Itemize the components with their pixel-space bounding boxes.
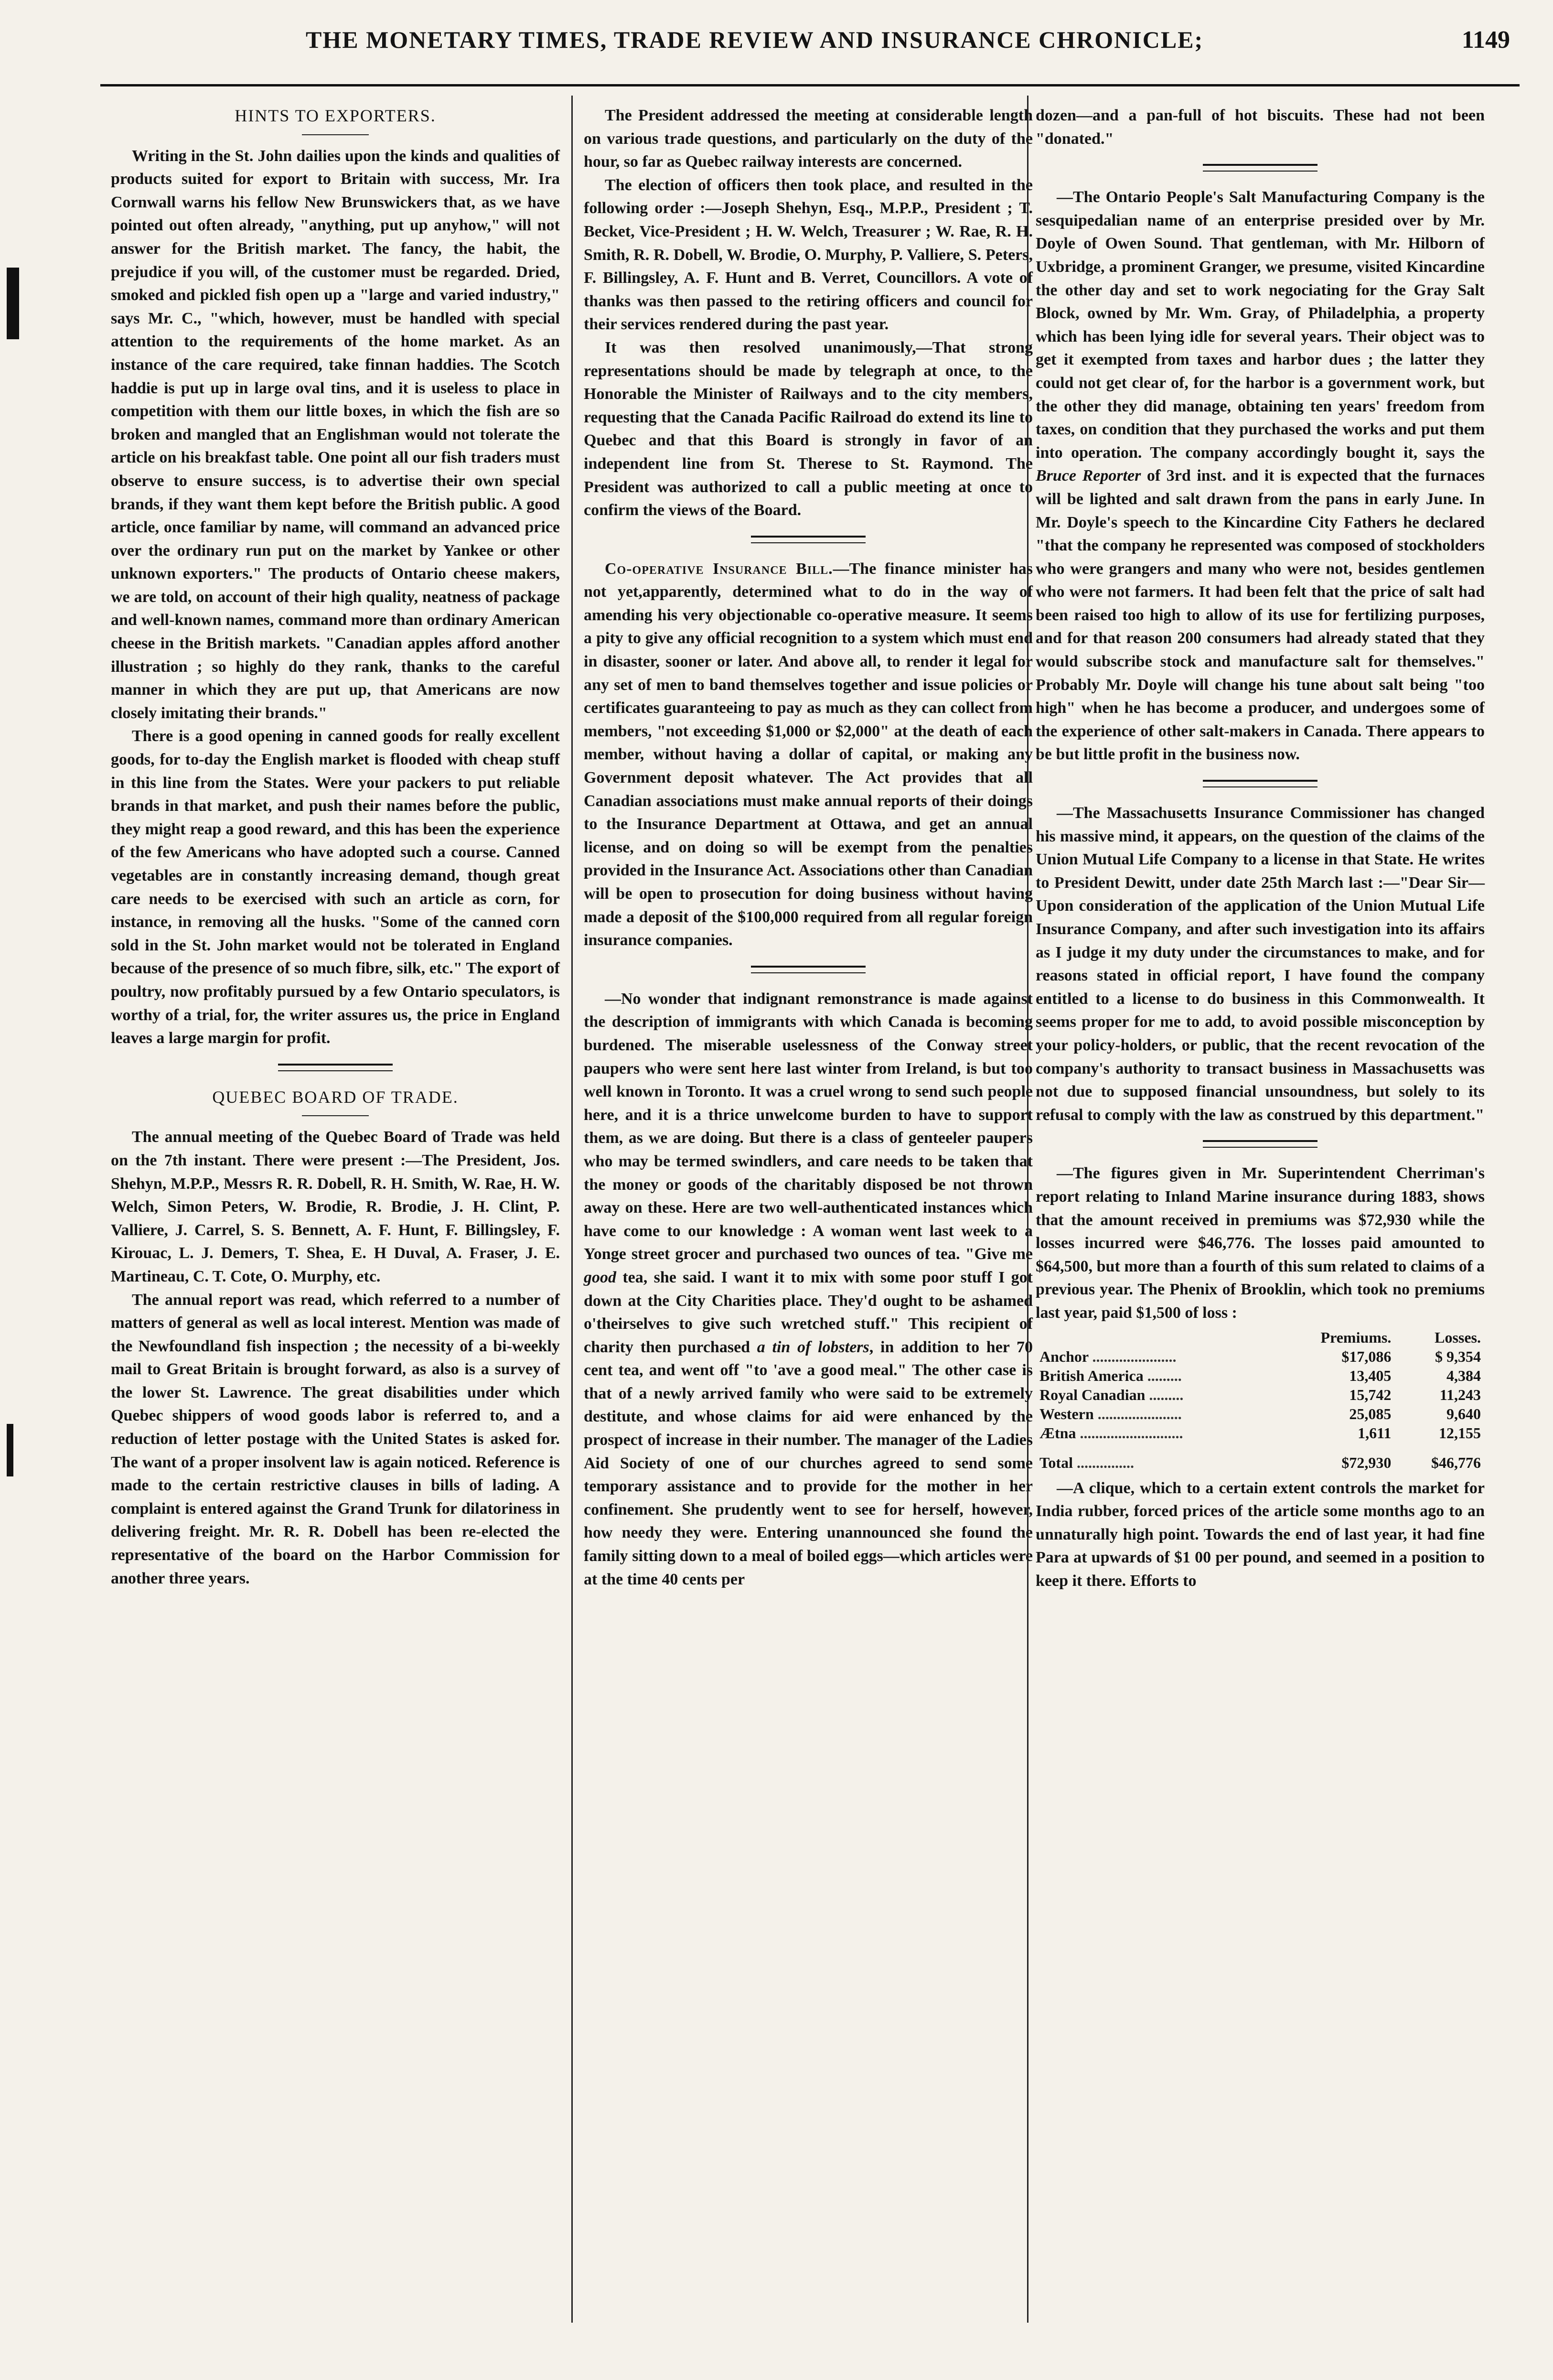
article-paragraph: It was then resolved unanimously,—That strong representations should be made by telegraph at once, to the Honorable the Minister of Railways and to the city members, requesting that the Canada Pacific Railroad do extend its line to Quebec and that this Board is strongly in favor of an independent line from St. Therese to St. Raymond. The President was authorized to call a public meeting at once to confirm the views of the Board. (584, 338, 1033, 519)
table-row (1036, 1423, 1485, 1443)
binding-mark (7, 268, 19, 339)
article-paragraph: —A clique, which to a certain extent controls the market for India rubber, forced prices of the article some months ago to an unnaturally high point. Towards the end of last year, it had fine Para at upwards of $1 00 per pound, and seemed in a position to keep it there. Efforts to (1036, 1479, 1485, 1590)
article-paragraph: There is a good opening in canned goods for really excellent goods, for to-day the English market is flooded with cheap stuff in this line from the States. Were your packers to put reliable brands in that market, and push their names before the public, they might reap a good reward, and this has been the experience of the few Americans who have adopted such a course. Canned vegetables are in constantly increasing demand, though great care needs to be exercised with such an article as corn, for instance, in removing all the husks. "Some of the canned corn sold in the St. John market would not be tolerated in England because of the presence of so much fibre, silk, etc." The export of poultry, now profitably pursued by a few Ontario speculators, is worthy of a trial, for, the writer assures us, the price in England leaves a large margin for profit. (111, 727, 560, 1047)
table-total-row (1036, 1443, 1485, 1472)
article-text: —The Ontario People's Salt Manufacturing Company is the sesquipedalian name of an enterprise presided over by Mr. Doyle of Owen Sound. That gentleman, with Mr. Hilborn of Uxbridge, a prominent Granger, we presume, visited Kincardine the other day and set to work negociating for the Gray Salt Block, owned by Mr. Wm. Gray, of Philadelphia, a property which has been lying idle for several years. Their object was to get it exempted from taxes and harbor dues ; the latter they could not get clear of, for the harbor is a government work, but the other they did manage, obtaining ten years' freedom from taxes, on condition that they purchased the works and put them into operation. The company accordingly bought it, says the (1036, 188, 1485, 462)
article-paragraph: The election of officers then took place, and resulted in the following order :—Joseph Shehyn, Esq., M.P.P., President ; T. Becket, Vice-President ; H. W. Welch, Treasurer ; W. Rae, R. H. Smith, R. R. Dobell, W. Brodie, O. Murphy, P. Valliere, S. Peters, F. Billingsley, A. F. Hunt and B. Verret, Councillors. A vote of thanks was then passed to the retiring officers and council for their services rendered during the past year. (584, 176, 1033, 334)
leader-dots: ......... (1147, 1367, 1182, 1384)
losses-cell: $46,776 (1431, 1454, 1481, 1471)
section-divider (278, 1064, 393, 1071)
premiums-cell: $17,086 (1341, 1347, 1392, 1365)
table-header-premiums: Premiums. (1320, 1328, 1392, 1346)
article-emphasis: a tin of lobsters (757, 1338, 869, 1356)
leader-dots: ........................... (1080, 1424, 1183, 1442)
insurance-table (1036, 1328, 1485, 1472)
table-row (1036, 1366, 1485, 1385)
section-divider (1203, 1140, 1317, 1148)
losses-cell: $ 9,354 (1435, 1347, 1481, 1365)
column-2 (584, 104, 1033, 1591)
column-3 (1036, 104, 1485, 1593)
page-title: THE MONETARY TIMES, TRADE REVIEW AND INSURANCE CHRONICLE; (306, 26, 1204, 53)
article-emphasis: good (584, 1268, 616, 1286)
article-run-in-title: Co-operative Insurance Bill. (605, 560, 833, 578)
column-1 (111, 104, 560, 1590)
insurer-cell (1036, 1385, 1273, 1404)
article-heading: QUEBEC BOARD OF TRADE. (212, 1087, 459, 1107)
insurer-cell (1036, 1423, 1273, 1443)
table-body (1036, 1347, 1485, 1472)
column-divider (571, 96, 573, 2323)
leader-dots: ............... (1076, 1454, 1134, 1471)
insurer-name: Royal Canadian (1039, 1386, 1146, 1403)
article-text: tea, she said. I want it to mix with some poor stuff I got down at the City Charities place. They'd ought to be ashamed o'theirselves to give such wretched stuff." This recipient of charity then purchased (584, 1268, 1033, 1356)
article-text: —The finance minister has not yet,apparently, determined what to do in the way of amending his very objectionable co-operative measure. It seems a pity to give any official recognition to a system which must end in disaster, sooner or later. And above all, to render it legal for any set of men to band themselves together and issue policies or certificates guaranteeing to pay as much as they can collect from members, "not exceeding $1,000 or $2,000" at the death of each member, without having a dollar of capital, or making any Government deposit whatever. The Act provides that all Canadian associations must make annual reports of their doings to the Insurance Department at Ottawa, and get an annual license, and on doing so will be exempt from the penalties provided in the Insurance Act. Associations other than Canadian will be open to prosecution for doing business without having made a deposit of the $100,000 required from all regular foreign insurance companies. (584, 560, 1033, 949)
article-paragraph: The President addressed the meeting at considerable length on various trade questions, and particularly on the duty of the hour, so far as Quebec railway interests are concerned. (584, 107, 1033, 171)
article-heading: HINTS TO EXPORTERS. (235, 106, 436, 125)
losses-cell: 4,384 (1446, 1367, 1481, 1384)
article-paragraph (1036, 186, 1485, 766)
leader-dots: ...................... (1097, 1405, 1182, 1422)
section-divider (1203, 780, 1317, 787)
premiums-cell: 15,742 (1349, 1386, 1392, 1403)
insurer-name: Total (1039, 1454, 1073, 1471)
premiums-cell: 13,405 (1349, 1367, 1392, 1384)
article-paragraph: —The figures given in Mr. Superintendent Cherriman's report relating to Inland Marine insurance during 1883, shows that the amount received in premiums was $72,930 while the losses incurred were $46,776. The losses paid amounted to $64,500, but more than a fourth of this sum related to claims of a previous year. The Phenix of Brooklin, which took no premiums last year, paid $1,500 of loss : (1036, 1164, 1485, 1322)
insurer-name: Western (1039, 1405, 1094, 1422)
table-row (1036, 1347, 1485, 1366)
insurer-name: Anchor (1039, 1347, 1089, 1365)
binding-mark (7, 1424, 13, 1476)
section-divider (751, 536, 866, 543)
losses-cell: 9,640 (1446, 1405, 1481, 1422)
insurer-cell (1036, 1347, 1273, 1366)
premiums-cell: $72,930 (1341, 1454, 1392, 1471)
article-paragraph (584, 988, 1033, 1591)
premiums-cell: 1,611 (1358, 1424, 1392, 1442)
insurer-cell (1036, 1443, 1273, 1472)
article-emphasis: Bruce Reporter (1036, 467, 1141, 485)
insurer-name: British America (1039, 1367, 1144, 1384)
table-header-blank (1036, 1328, 1273, 1347)
article-paragraph: The annual meeting of the Quebec Board of Trade was held on the 7th instant. There were present :—The President, Jos. Shehyn, M.P.P., Messrs R. R. Dobell, R. H. Smith, W. Rae, H. W. Welch, Simon Peters, W. Brodie, R. Brodie, J. H. Clint, P. Valliere, J. Carrel, S. S. Bennett, A. F. Hunt, F. Billingsley, F. Kirouac, L. J. Demers, T. Shea, E. H Duval, A. Fraser, J. E. Martineau, C. T. Cote, O. Murphy, etc. (111, 1128, 560, 1285)
heading-rule (302, 1115, 369, 1116)
article-text: of 3rd inst. and it is expected that the furnaces will be lighted and salt drawn from the pans in early June. In Mr. Doyle's speech to the Kincardine City Fathers he declared "that the company he represented was composed of stockholders who were grangers and many who were not, besides gentlemen who were not farmers. It had been felt that the price of salt had been raised too high to allow of its use for fertilizing purposes, and for that reason 200 consumers had already stated that they would subscribe stock and manufacture salt for themselves." Probably Mr. Doyle will change his tune about salt being "too high" when he has become a producer, and undergoes some of the experience of other salt-makers in Canada. There appears to be but little profit in the business now. (1036, 467, 1485, 764)
insurer-name: Ætna (1039, 1424, 1076, 1442)
article-text: —No wonder that indignant remonstrance is made against the description of immigrants with which Canada is becoming burdened. The miserable uselessness of the Conway street paupers who were sent here last winter from Ireland, is but too well known in Toronto. It was a cruel wrong to send such people here, and it is a thrice unwelcome burden to have to support them, as we are doing. But there is a class of genteeler paupers who may be termed swindlers, and care needs to be taken that the money or goods of the charitably disposed be not thrown away on these. Here are two well-authenticated instances which have come to our knowledge : A woman went last week to a Yonge street grocer and purchased two ounces of tea. "Give me (584, 990, 1033, 1263)
leader-dots: ......... (1149, 1386, 1184, 1403)
table-row (1036, 1385, 1485, 1404)
page-number: 1149 (1461, 26, 1510, 54)
header-rule (100, 84, 1520, 86)
losses-cell: 11,243 (1439, 1386, 1481, 1403)
section-divider (751, 966, 866, 973)
article-paragraph: Writing in the St. John dailies upon the kinds and qualities of products suited for export to Britain with success, Mr. Ira Cornwall warns his fellow New Brunswickers that, as we have pointed out often already, "anything, put up anyhow," will not answer for the British market. The fancy, the habit, the prejudice if you will, of the customer must be regarded. Dried, smoked and pickled fish open up a "large and varied industry," says Mr. C., "which, however, must be handled with special attention to the requirements of the home market. As an instance of the care required, take finnan haddies. The Scotch haddie is put up in large oval tins, and it is useless to place in competition with them our little boxes, in which the fish are so broken and mangled that an Englishman would not tolerate the article on his breakfast table. One point all our fish traders must observe to ensure success, is to advertise their own special brands, if they want them kept before the British public. A good article, once familiar by name, will command an advanced price over the ordinary run put on the market by Yankee or other unknown exporters." The products of Ontario cheese makers, we are told, on account of their high quality, neatness of package and well-known names, command more than ordinary American cheese in the British markets. "Canadian apples afford another illustration ; so highly do they rank, thanks to the careful manner in which they are put up, that Americans are now closely imitating their brands." (111, 147, 560, 722)
leader-dots: ...................... (1092, 1347, 1177, 1365)
heading-rule (302, 134, 369, 135)
table-header-row (1036, 1328, 1485, 1347)
article-text: , in addition to her 70 cent tea, and went off "to 'ave a good meal." The other case is that of a newly arrived family who were said to be extremely destitute, and whose claims for aid were enhanced by the prospect of increase in their number. The manager of the Ladies Aid Society of one of our churches agreed to send some temporary assistance and to provide for the mother in her confinement. She prudently went to see for herself, however, how needy they were. Entering unannounced she found the family sitting down to a meal of boiled eggs—which articles were at the time 40 cents per (584, 1338, 1033, 1588)
table-header-losses: Losses. (1435, 1328, 1481, 1346)
premiums-cell: 25,085 (1349, 1405, 1392, 1422)
table-row (1036, 1404, 1485, 1423)
insurer-cell (1036, 1404, 1273, 1423)
article-paragraph: The annual report was read, which referred to a number of matters of general as well as local interest. Mention was made of the Newfoundland fish inspection ; the necessity of a bi-weekly mail to Great Britain is brought forward, as also is a survey of the lower St. Lawrence. The great disabilities under which Quebec shippers of wood goods labor is referred to, and a reduction of letter postage with the United States is asked for. The want of a proper insolvent law is again noticed. Reference is made to the certain restrictive clauses in bills of lading. A complaint is entered against the Grand Trunk for dilatoriness in delivering freight. Mr. R. R. Dobell has been re-elected the representative of the board on the Harbor Commission for another three years. (111, 1291, 560, 1587)
article-paragraph: —The Massachusetts Insurance Commissioner has changed his massive mind, it appears, on the question of the claims of the Union Mutual Life Company to a license in that State. He writes to President Dewitt, under date 25th March last :—"Dear Sir—Upon consideration of the application of the Union Mutual Life Insurance Company, and after such investigation into its affairs as I judge it my duty under the circumstances to make, and for reasons stated in official report, I have found the company entitled to a license to do business in this Commonwealth. It seems proper for me to add, to avoid possible misconception by your policy-holders, or public, that the recent revocation of the company's authority to transact business in Massachusetts was not due to supposed financial unsoundness, but solely to its refusal to comply with the law as construed by this department." (1036, 804, 1485, 1124)
section-divider (1203, 164, 1317, 172)
insurer-cell (1036, 1366, 1273, 1385)
article-paragraph (584, 558, 1033, 952)
page-header (100, 23, 1520, 61)
losses-cell: 12,155 (1439, 1424, 1481, 1442)
article-paragraph: dozen—and a pan-full of hot biscuits. These had not been "donated." (1036, 107, 1485, 148)
